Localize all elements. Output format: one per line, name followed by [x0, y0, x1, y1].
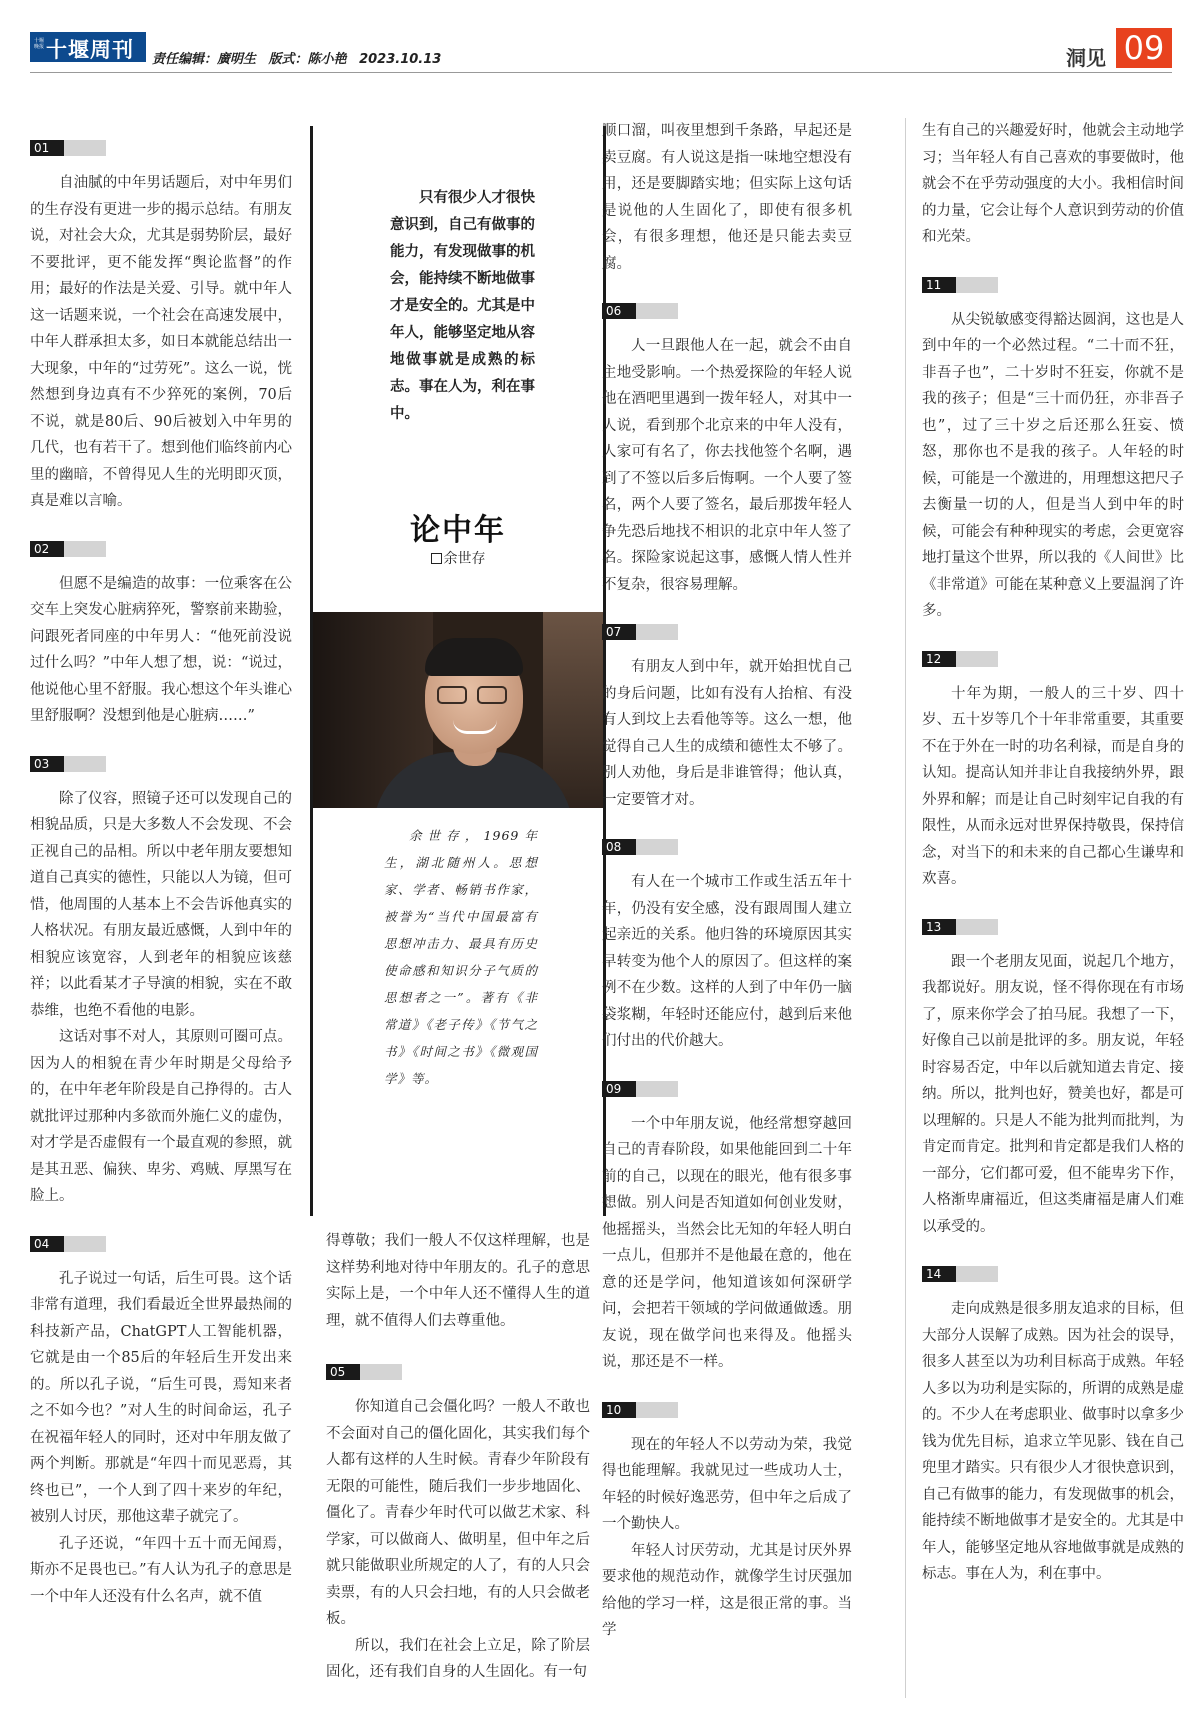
- section-name: 洞见: [1066, 46, 1106, 70]
- pull-quote: [390, 184, 535, 427]
- paragraph-09: 一个中年朋友说，他经常想穿越回自己的青春阶段，如果他能回到二十年前的自己，以现在的眼光，他有很多事想做。别人问是否知道如何创业发财，他摇摇头，当然会比无知的年轻人明白一点儿，但那并不是他最在意的，他在意的还是学问，他知道该如何深研学问，会把若干领域的学问做通做透。朋友说，现在做学问也来得及。他摇头说，那还是不一样。: [602, 1115, 852, 1370]
- pull-quote-text: 只有很少人才很快意识到，自己有做事的能力，有发现做事的机会，能持续不断地做事才是安全的。尤其是中年人，能够坚定地从容地做事就是成熟的标志。事在人为，利在事中。: [390, 189, 535, 422]
- paragraph-05a: 你知道自己会僵化吗？一般人不敢也不会面对自己的僵化固化，其实我们每个人都有这样的人生时候。青春少年阶段有无限的可能性，随后我们一步步地固化、僵化了。青春少年时代可以做艺术家、科学家，可以做商人、做明星，但中年之后就只能做职业所规定的人了，有的人只会卖票，有的人只会扫地，有的人只会做老板。: [326, 1399, 590, 1627]
- section-marker-01: 01: [30, 140, 292, 156]
- section-marker-06: 06: [602, 303, 852, 319]
- page-number-badge: 09: [1116, 28, 1172, 68]
- column-2-lower: [326, 1228, 590, 1686]
- section-marker-12: 12: [922, 651, 1184, 667]
- paragraph-04b: 孔子还说，“年四十五十而无闻焉，斯亦不足畏也已。”有人认为孔子的意思是一个中年人还没有什么名声，就不值: [30, 1535, 292, 1605]
- section-marker-11: 11: [922, 277, 1184, 293]
- paragraph-13: 跟一个老朋友见面，说起几个地方，我都说好。朋友说，怪不得你现在有市场了，原来你学会了拍马屁。我想了一下，好像自己以前是批评的多。朋友说，年轻时容易否定，中年以后就知道去肯定、接纳。所以，批判也好，赞美也好，都是可以理解的。只是人不能为批判而批判，为肯定而肯定。批判和肯定都是我们人格的一部分，它们都可爱，但不能卑劣下作，人格渐卑庸福近，但这类庸福是庸人们难以承受的。: [922, 953, 1184, 1235]
- paragraph-07: 有朋友人到中年，就开始担忧自己的身后问题，比如有没有人抬棺、有没有人到坟上去看他等等。这么一想，他觉得自己人生的成绩和德性太不够了。别人劝他，身后是非谁管得；他认真，一定要管才对。: [602, 659, 852, 808]
- paragraph-04c: 得尊敬；我们一般人不仅这样理解，也是这样势利地对待中年朋友的。孔子的意思实际上是，一个中年人还不懂得人生的道理，就不值得人们去尊重他。: [326, 1233, 590, 1329]
- paragraph-02: 但愿不是编造的故事：一位乘客在公交车上突发心脏病猝死，警察前来勘验，问跟死者同座的中年男人：“他死前没说过什么吗？”中年人想了想，说：“说过，他说他心里不舒服。我心想这个年头谁心里舒服啊？没想到他是心脏病……”: [30, 575, 292, 724]
- paragraph-03a: 除了仪容，照镜子还可以发现自己的相貌品质，只是大多数人不会发现、不会正视自己的品相。所以中老年朋友要想知道自己真实的德性，只能以人为镜，但可惜，他周围的人基本上不会告诉他真实的人格状况。有朋友最近感慨，人到中年的相貌应该宽容，人到老年的相貌应该慈祥；以此看某才子导演的相貌，实在不敢恭维，也绝不看他的电影。: [30, 790, 292, 1019]
- paragraph-08: 有人在一个城市工作或生活五年十年，仍没有安全感，没有跟周围人建立起亲近的关系。他归咎的环境原因其实早转变为他个人的原因了。但这样的案例不在少数。这样的人到了中年仍一脑袋浆糊，年轻时还能应付，越到后来他们付出的代价越大。: [602, 874, 852, 1049]
- section-marker-14: 14: [922, 1266, 1184, 1282]
- masthead-logo: [30, 32, 146, 62]
- masthead-name: 十堰周刊: [46, 37, 134, 62]
- paragraph-04a: 孔子说过一句话，后生可畏。这个话非常有道理，我们看最近全世界最热闹的科技新产品，ChatGPT人工智能机器，它就是由一个85后的年轻后生开发出来的。所以孔子说，“后生可畏，焉知来者之不如今也？”对人生的时间命运，孔子在祝福年轻人的同时，还对中年朋友做了两个判断。那就是“年四十而见恶焉，其终也已”，一个人到了四十来岁的年纪，被别人讨厌，那他这辈子就完了。: [30, 1270, 292, 1525]
- layout-credit: 版式：陈小艳: [268, 52, 347, 67]
- header-rule: [30, 72, 1172, 73]
- paragraph-12: 十年为期，一般人的三十岁、四十岁、五十岁等几个十年非常重要，其重要不在于外在一时的功名利禄，而是自身的认知。提高认知并非让自我接纳外界，跟外界和解；而是让自己时刻牢记自我的有限性，从而永远对世界保持敬畏，保持信念，对当下的和未来的自己都心生谦卑和欢喜。: [922, 685, 1184, 887]
- byline-box-icon: [431, 553, 442, 564]
- section-marker-04: 04: [30, 1236, 292, 1252]
- author-bio-text: 余世存，1969年生，湖北随州人。思想家、学者、畅销书作家，被誉为“当代中国最富有思想冲击力、最具有历史使命感和知识分子气质的思想者之一”。著有《非常道》《老子传》《节气之书》《时间之书》《微观国学》等。: [384, 828, 538, 1086]
- article-title: 论中年: [410, 513, 506, 548]
- section-marker-09: 09: [602, 1081, 852, 1097]
- byline: [330, 548, 586, 568]
- editor-credit: 责任编辑：廣明生: [152, 52, 257, 67]
- section-marker-02: 02: [30, 541, 292, 557]
- column-divider: [905, 118, 906, 1698]
- author-bio: [384, 822, 538, 1092]
- column-4: [922, 118, 1184, 1588]
- author-photo: [313, 612, 603, 808]
- paragraph-06: 人一旦跟他人在一起，就会不由自主地受影响。一个热爱探险的年轻人说他在酒吧里遇到一拨年轻人，对其中一人说，看到那个北京来的中年人没有，人家可有名了，你去找他签个名啊，遇到了不签以后多后悔啊。一个人要了签名，两个人要了签名，最后那拨年轻人争先恐后地找不相识的北京中年人签了名。探险家说起这事，感慨人情人性并不复杂，很容易理解。: [602, 338, 852, 593]
- paragraph-11: 从尖锐敏感变得豁达圆润，这也是人到中年的一个必然过程。“二十而不狂，非吾子也”，二十岁时不狂妄，你就不是我的孩子；但是“三十而仍狂，亦非吾子也”，过了三十岁之后还那么狂妄、愤怒，那你也不是我的孩子。人年轻的时候，可能是一个激进的，用理想这把尺子去衡量一切的人，但是当人到中年的时候，可能会有种种现实的考虑，会更宽容地打量这个世界，所以我的《人间世》比《非常道》可能在某种意义上要温润了许多。: [922, 311, 1184, 619]
- paragraph-03b: 这话对事不对人，其原则可圈可点。因为人的相貌在青少年时期是父母给予的，在中年老年阶段是自己挣得的。古人就批评过那种内多欲而外施仁义的虚伪，对才学是否虚假有一个最直观的参照，就是其丑恶、偏狭、卑劣、鸡贼、厚黑写在脸上。: [30, 1029, 292, 1204]
- page-header: [30, 28, 1172, 72]
- paragraph-05c: 顺口溜，叫夜里想到千条路，早起还是卖豆腐。有人说这是指一味地空想没有用，还是要脚踏实地；但实际上这句话是说他的人生固化了，即使有很多机会，有很多理想，他还是只能去卖豆腐。: [602, 123, 852, 272]
- column-3: [602, 118, 852, 1644]
- section-marker-13: 13: [922, 919, 1184, 935]
- paragraph-01: 自油腻的中年男话题后，对中年男们的生存没有更进一步的揭示总结。有朋友说，对社会大众，尤其是弱势阶层，最好不要批评，更不能发挥“舆论监督”的作用；最好的作法是关爱、引导。就中年人这一话题来说，一个社会在高速发展中，中年人群承担太多，如日本就能总结出一大现象，中年的“过劳死”。这么一说，恍然想到身边真有不少猝死的案例，70后不说，就是80后、90后被划入中年男的几代，也有若干了。想到他们临终前内心里的幽暗，不曾得见人生的光明即灭顶，真是难以言喻。: [30, 175, 292, 509]
- paragraph-10b: 年轻人讨厌劳动，尤其是讨厌外界要求他的规范动作，就像学生讨厌强加给他的学习一样，这是很正常的事。当学: [602, 1542, 852, 1638]
- section-marker-05: 05: [326, 1364, 590, 1380]
- section-marker-07: 07: [602, 624, 852, 640]
- section-marker-03: 03: [30, 756, 292, 772]
- column-1: [30, 140, 292, 1610]
- paragraph-14: 走向成熟是很多朋友追求的目标，但大部分人误解了成熟。因为社会的误导，很多人甚至以为功利目标高于成熟。年轻人多以为功利是实际的，所谓的成熟是虚的。不少人在考虑职业、做事时以拿多少钱为优先目标，追求立竿见影、钱在自己兜里才踏实。只有很少人才很快意识到，自己有做事的能力，有发现做事的机会，能持续不断地做事才是安全的。尤其是中年人，能够坚定地从容地做事就是成熟的标志。事在人为，利在事中。: [922, 1301, 1184, 1582]
- paragraph-10c: 生有自己的兴趣爱好时，他就会主动地学习；当年轻人有自己喜欢的事要做时，他就会不在乎劳动强度的大小。我相信时间的力量，它会让每个人意识到劳动的价值和光荣。: [922, 123, 1184, 245]
- paragraph-10a: 现在的年轻人不以劳动为荣，我觉得也能理解。我就见过一些成功人士，年轻的时候好逸恶劳，但中年之后成了一个勤快人。: [602, 1436, 852, 1532]
- issue-date: 2023.10.13: [359, 52, 442, 67]
- masthead-small-text: 十堰晚报: [34, 38, 45, 50]
- section-marker-08: 08: [602, 839, 852, 855]
- credits-line: [152, 48, 449, 67]
- section-marker-10: 10: [602, 1402, 852, 1418]
- author-name: 余世存: [443, 551, 486, 567]
- paragraph-05b: 所以，我们在社会上立足，除了阶层固化，还有我们自身的人生固化。有一句: [326, 1637, 590, 1680]
